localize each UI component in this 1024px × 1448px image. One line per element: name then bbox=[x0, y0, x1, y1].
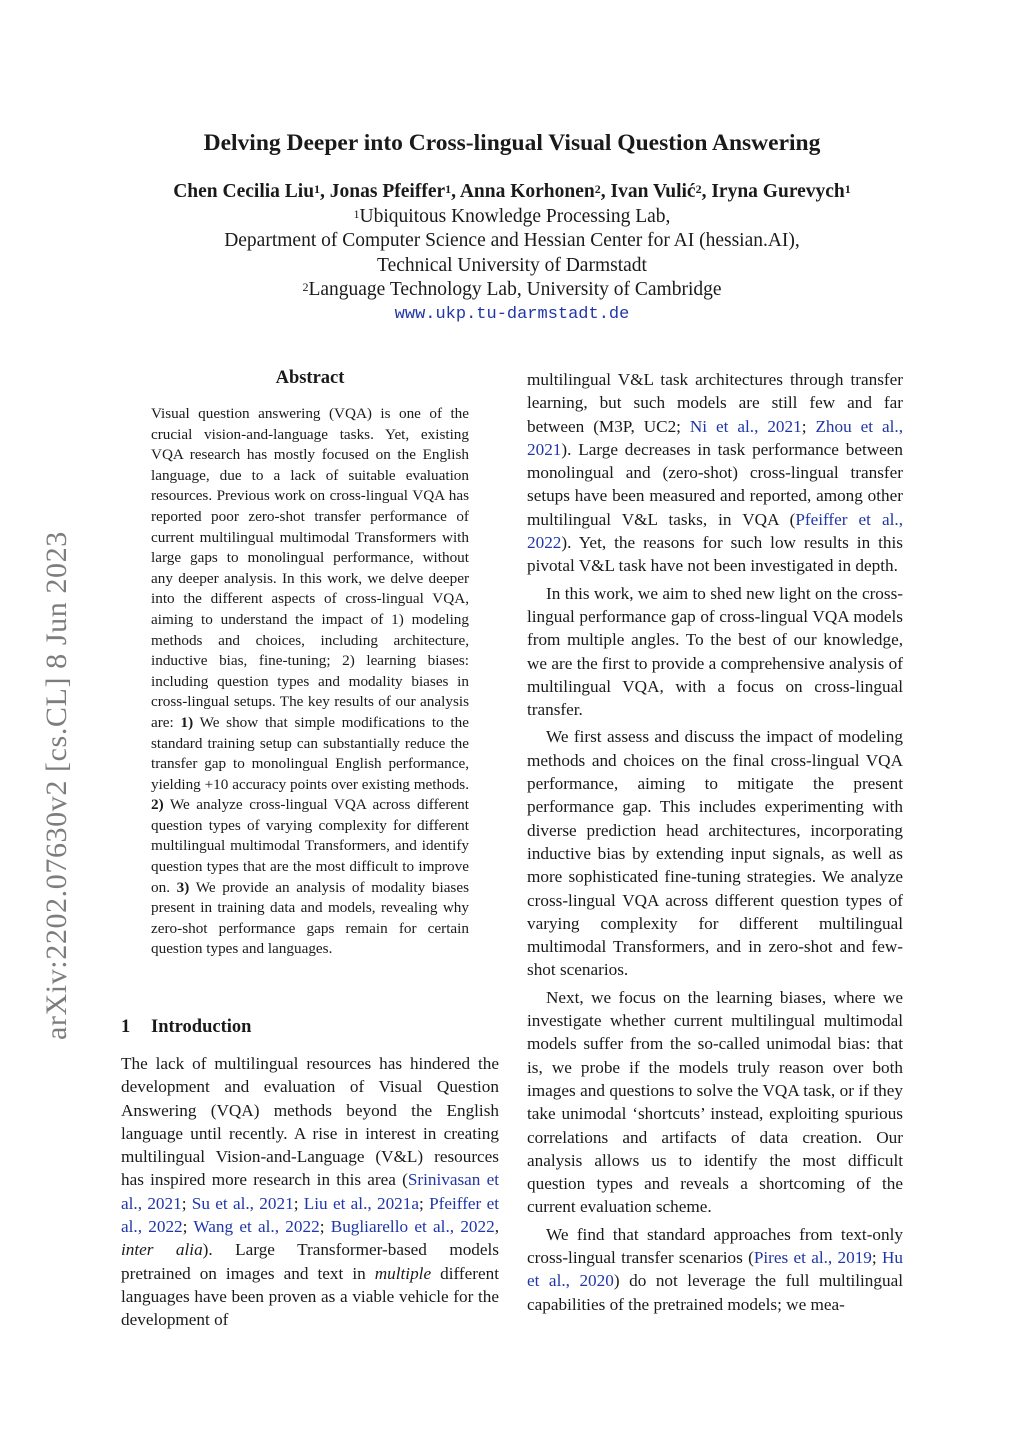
citation-link[interactable]: Srinivasan et al., 2021 bbox=[121, 1170, 499, 1213]
section-number: 1 bbox=[121, 1017, 131, 1037]
affiliation-mark: 1 bbox=[314, 182, 321, 196]
citation-link[interactable]: Liu et al., 2021a bbox=[303, 1193, 420, 1213]
affiliation-mark: 1 bbox=[844, 182, 851, 196]
author-separator: , bbox=[701, 181, 712, 202]
citation-link[interactable]: Bugliarello et al., 2022 bbox=[330, 1217, 495, 1237]
affiliation-mark: 1 bbox=[445, 182, 452, 196]
intro-paragraph-4: Next, we focus on the learning biases, where we investigate whether current multilingual multimodal models suffer from the so-called unimodal bias: that is, we probe if the models truly reason over both images and questions to solve the VQA task, or if they take unimodal ‘shortcuts’ instead, exploiting spurious correlations and artifacts of data creation. Our analysis allows us to identify the most difficult question types and reveals a shortcoming of the current evaluation scheme. bbox=[527, 987, 903, 1217]
author-name: Iryna Gurevych bbox=[711, 181, 845, 202]
affiliation-line: Technical University of Darmstadt bbox=[377, 254, 647, 276]
author-separator: , bbox=[320, 181, 330, 202]
intro-paragraph-1-start: The lack of multilingual resources has hindered the development and evaluation of Visual Question Answering (VQA) methods beyond the English language until recently. A rise in interest in creating multilingual Vision-and-Language (V&L) resources has inspired more research in this area (Srinivasan et al., 2021; Su et al., 2021; Liu et al., 2021a; Pfeiffer et al., 2022; Wang et al., 2022; Bugliarello et al., 2022, inter alia). Large Transformer-based models pretrained on images and text in multiple different languages have been proven as a viable vehicle for the development of bbox=[121, 1054, 500, 1330]
author-separator: , bbox=[600, 181, 611, 202]
affiliation-line: Department of Computer Science and Hessian Center for AI (hessian.AI), bbox=[224, 230, 800, 251]
right-column bbox=[527, 368, 903, 1320]
author-name: Ivan Vulić bbox=[610, 181, 696, 202]
intro-paragraph-5: We find that standard approaches from text-only cross-lingual transfer scenarios (Pires et al., 2019; Hu et al., 2020) do not leverage the full multilingual capabilities of the pretrained models; we mea- bbox=[527, 1224, 903, 1314]
affiliation-line: $^2$Language Technology Lab, University of Cambridge bbox=[302, 279, 722, 300]
citation-link[interactable]: Hu et al., 2020 bbox=[527, 1247, 903, 1291]
citation-link[interactable]: Wang et al., 2022 bbox=[193, 1217, 320, 1237]
intro-paragraph-1-end: multilingual V&L task architectures through transfer learning, but such models are still few and far between (M3P, UC2; Ni et al., 2021; Zhou et al., 2021). Large decreases in task performance between monolingual and (zero-shot) cross-lingual transfer setups have been measured and reported, among other multilingual V&L tasks, in VQA (Pfeiffer et al., 2022). Yet, the reasons for such low results in this pivotal V&L task have not been investigated in depth. bbox=[527, 370, 904, 576]
paper-title: Delving Deeper into Cross-lingual Visual Question Answering bbox=[203, 130, 821, 156]
affiliation-mark: 1 bbox=[353, 206, 360, 221]
citation-link[interactable]: Ni et al., 2021 bbox=[689, 416, 802, 436]
intro-paragraph-3: We first assess and discuss the impact of modeling methods and choices on the final cross-lingual VQA performance, aiming to mitigate the present performance gap. This includes experimenting with diverse prediction head architectures, incorporating inductive bias by extending input signals, as well as more sophisticated fine-tuning strategies. We analyze cross-lingual VQA across different question types of varying complexity for different multilingual multimodal Transformers, and in zero-shot and few-shot scenarios. bbox=[527, 727, 903, 980]
citation-link[interactable]: Pfeiffer et al., 2022 bbox=[121, 1193, 500, 1237]
author-name: Chen Cecilia Liu bbox=[173, 181, 315, 202]
affiliation-mark: 2 bbox=[594, 182, 601, 196]
lab-url-link[interactable]: www.ukp.tu-darmstadt.de bbox=[394, 304, 630, 324]
affiliation-mark: 2 bbox=[695, 182, 702, 196]
affiliation-mark: 2 bbox=[302, 280, 309, 294]
affiliation-line: $^1$Ubiquitous Knowledge Processing Lab, bbox=[353, 205, 671, 227]
author-name: Anna Korhonen bbox=[459, 181, 595, 202]
abstract-text: Visual question answering (VQA) is one of the crucial vision-and-language tasks. Yet, existing VQA research has mostly focused on the English language, due to a lack of suitable evaluation resources. Previous work on cross-lingual VQA has reported poor zero-shot transfer performance of current multilingual multimodal Transformers with large gaps to monolingual performance, without any deeper analysis. In this work, we delve deeper into the different aspects of cross-lingual VQA, aiming to understand the impact of 1) modeling methods and choices, including architecture, inductive bias, fine-tuning; 2) learning biases: including question types and modality biases in cross-lingual setups. The key results of our analysis are: 1) We show that simple modifications to the standard training setup can substantially reduce the transfer gap to monolingual English performance, yielding +10 accuracy points over existing methods. 2) We analyze cross-lingual VQA across different question types of varying complexity for different multilingual multimodal Transformers, and identify question types that are the most difficult to improve on. 3) We provide an analysis of modality biases present in training data and models, revealing why zero-shot performance gaps remain for certain question types and languages. bbox=[151, 405, 469, 958]
section-heading bbox=[121, 1017, 251, 1038]
author-list bbox=[0, 180, 1024, 205]
author-separator: , bbox=[451, 181, 460, 202]
section-title: Introduction bbox=[151, 1017, 252, 1037]
citation-link[interactable]: Pires et al., 2019 bbox=[753, 1247, 872, 1267]
arxiv-identifier: arXiv:2202.07630v2 [cs.CL] 8 Jun 2023 bbox=[40, 531, 73, 1040]
abstract-heading: Abstract bbox=[275, 368, 345, 388]
citation-link[interactable]: Zhou et al., 2021 bbox=[527, 416, 904, 459]
author-name: Jonas Pfeiffer bbox=[329, 181, 446, 202]
citation-link[interactable]: Su et al., 2021 bbox=[191, 1193, 294, 1213]
intro-paragraph-2: In this work, we aim to shed new light on the cross-lingual performance gap of cross-lingual VQA models from multiple angles. To the best of our knowledge, we are the first to provide a comprehensive analysis of multilingual VQA, with a focus on cross-lingual transfer. bbox=[527, 583, 903, 720]
citation-link[interactable]: Pfeiffer et al., 2022 bbox=[527, 509, 903, 553]
author-block bbox=[0, 180, 1024, 327]
